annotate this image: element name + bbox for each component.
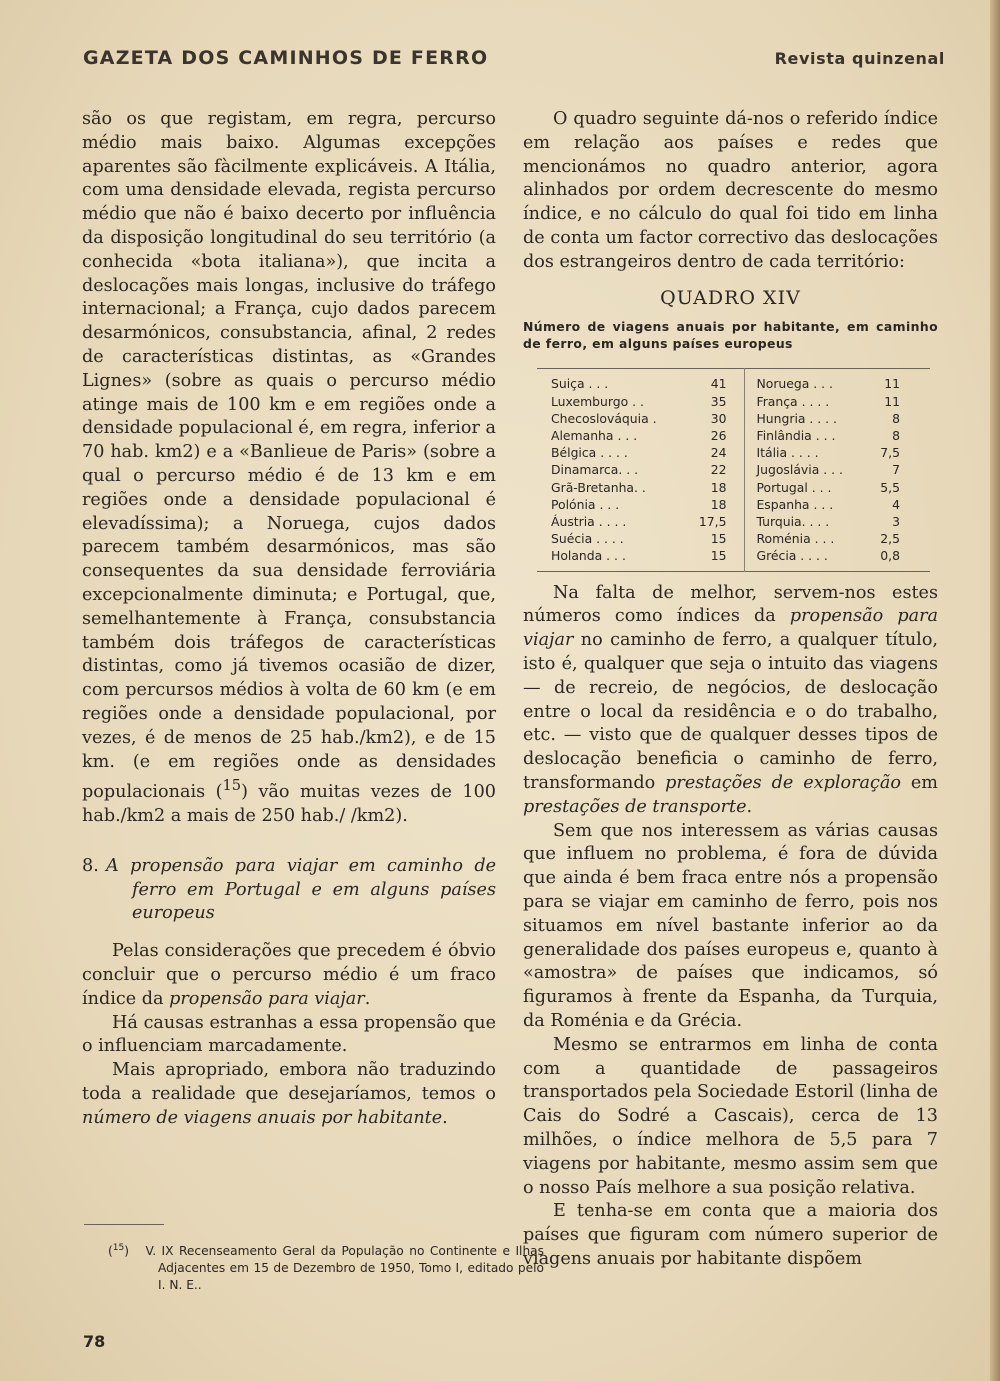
table-row xyxy=(537,393,930,410)
table-caption: Número de viagens anuais por habitante, em caminho de ferro, em alguns países europeus xyxy=(523,319,938,352)
table-title: QUADRO XIV xyxy=(660,286,801,309)
value-cell: 35 xyxy=(710,393,727,409)
page-number: 78 xyxy=(83,1332,106,1351)
country-cell: Noruega . . . xyxy=(756,376,833,392)
table-row xyxy=(537,427,930,444)
value-cell: 15 xyxy=(710,548,727,564)
country-cell: Alemanha . . . xyxy=(551,427,638,443)
value-cell: 17,5 xyxy=(698,514,727,529)
value-cell: 26 xyxy=(710,427,727,443)
country-cell: Bélgica . . . . xyxy=(551,445,628,461)
table-row xyxy=(537,547,930,571)
right-column xyxy=(523,108,938,1272)
country-cell: Hungria . . . . xyxy=(756,410,837,426)
paragraph: Sem que nos interessem as várias causas que influem no problema, é fora de dúvida que ainda é bem fraca entre nós a propensão para se viajar em caminho de ferro, pois nos situamos em nível bastante inferior ao da generalidade dos países europeus e, quanto à «amostra» de países que indicamos, só figuramos à frente da Espanha, da Turquia, da Roménia e da Grécia. xyxy=(523,820,938,1031)
table-row xyxy=(537,444,930,461)
paragraph: Mesmo se entrarmos em linha de conta com a quantidade de passageiros transportados pela Sociedade Estoril (linha de Cais do Sodré a Cascais), cerca de 13 milhões, o índice melhora de 5,5 para 7 viagens por habitante, mesmo assim sem que o nosso País melhore a sua posição relativa. xyxy=(523,1034,938,1198)
value-cell: 15 xyxy=(710,531,727,547)
publication-title: GAZETA DOS CAMINHOS DE FERRO xyxy=(83,47,489,69)
value-cell: 24 xyxy=(710,445,727,461)
table-row xyxy=(537,410,930,427)
value-cell: 3 xyxy=(892,514,900,529)
value-cell: 5,5 xyxy=(880,479,900,495)
value-cell: 18 xyxy=(710,479,727,495)
country-cell: Luxemburgo . . xyxy=(551,393,644,409)
footnote-ref: 15 xyxy=(222,777,242,795)
country-cell: Itália . . . . xyxy=(756,445,819,461)
paragraph: Na falta de melhor, servem-nos estes números como índices da propensão para viajar no caminho de ferro, a qualquer título, isto é, qualquer que seja o intuito das viagens — de recreio, de negócios, de deslocação entre o local da residência e o do trabalho, etc. — visto que de qualquer desses tipos de deslocação beneficia o caminho de ferro, transformando prestações de exploração em prestações de transporte. xyxy=(523,582,939,817)
country-cell: Finlândia . . . xyxy=(756,427,836,443)
country-cell: Grã-Bretanha. . xyxy=(551,479,646,495)
paragraph: Mais apropriado, embora não traduzindo toda a realidade que desejaríamos, temos o número de viagens anuais por habitante. xyxy=(82,1060,496,1128)
country-cell: Portugal . . . xyxy=(756,479,832,495)
value-cell: 22 xyxy=(710,462,727,478)
paragraph: Há causas estranhas a essa propensão que o influenciam marcadamente. xyxy=(82,1012,496,1057)
value-cell: 2,5 xyxy=(880,531,900,547)
value-cell: 30 xyxy=(710,410,727,426)
value-cell: 41 xyxy=(710,376,727,392)
country-cell: Suiça . . . xyxy=(551,376,609,392)
page-spine-shadow xyxy=(990,0,1000,1381)
country-cell: Dinamarca. . . xyxy=(551,462,639,478)
table-row xyxy=(537,479,930,496)
table-row xyxy=(537,530,930,547)
country-cell: Grécia . . . . xyxy=(756,548,828,564)
country-cell: Roménia . . . xyxy=(756,531,835,547)
footnote-divider xyxy=(84,1224,164,1225)
left-column xyxy=(82,108,496,1131)
section-number: 8. xyxy=(82,855,99,876)
country-cell: Checoslováquia . xyxy=(551,410,657,426)
country-cell: Turquia. . . . xyxy=(756,514,830,529)
value-cell: 7 xyxy=(892,462,900,478)
country-cell: França . . . . xyxy=(756,393,830,409)
value-cell: 7,5 xyxy=(880,445,900,461)
value-cell: 11 xyxy=(884,393,900,409)
country-cell: Jugoslávia . . . xyxy=(756,462,843,478)
paragraph: são os que registam, em regra, percurso médio mais baixo. Algumas excepções aparentes são fàcilmente explicáveis. A Itália, com uma densidade elevada, regista percurso médio que não é baixo decerto por influência da disposição longitudinal do seu território (a conhecida «bota italiana»), que incita a deslocações mais longas, inclusive do tráfego internacional; a França, cujo dados parecem desarmónicos, consubstancia, afinal, 2 redes de características distintas, as «Grandes Lignes» (sobre as quais o percurso médio atinge mais de 100 km e em regiões onde a densidade populacional é, em regra, inferior a 70 hab. km2) e a «Banlieue de Paris» (sobre a qual o percurso médio é de 13 km e em regiões onde a densidade populacional é elevadíssima); a Noruega, cujos dados parecem também desarmónicos, mas são consequentes da sua densidade ferroviária excepcionalmente diminuta; e Portugal, que, semelhantemente à França, consubstancia também dois tráfegos de características distintas, como já tivemos ocasião de dizer, com percursos médios à volta de 60 km (e em regiões onde a densidade populacional, por vezes, é de menos de 25 hab./km2), e de 15 km. (e em regiões onde as densidades populacionais ($^{15}$) vão muitas vezes de 100 hab./km2 a mais de 250 hab./ /km2). xyxy=(82,109,496,826)
table-row xyxy=(537,369,930,393)
paragraph: E tenha-se em conta que a maioria dos países que figuram com número superior de viagens anuais por habitante dispõem xyxy=(523,1201,938,1269)
value-cell: 18 xyxy=(710,496,727,512)
country-cell: Polónia . . . xyxy=(551,496,620,512)
section-title: A propensão para viajar em caminho de ferro em Portugal e em alguns países europeus xyxy=(106,855,496,924)
table-row xyxy=(537,513,930,530)
country-cell: Áustria . . . . xyxy=(551,514,627,529)
table-row xyxy=(537,496,930,513)
paragraph: O quadro seguinte dá-nos o referido índice em relação aos países e redes que mencionámos no quadro anterior, agora alinhados por ordem decrescente do mesmo índice, e no cálculo do qual foi tido em linha de conta um factor correctivo das deslocações dos estrangeiros dentro de cada território: xyxy=(523,109,938,272)
table-row xyxy=(537,461,930,478)
value-cell: 11 xyxy=(884,376,900,392)
country-cell: Suécia . . . . xyxy=(551,531,624,547)
value-cell: 0,8 xyxy=(880,548,900,564)
value-cell: 8 xyxy=(892,410,900,426)
paragraph: Pelas considerações que precedem é óbvio concluir que o percurso médio é um fraco índice da propensão para viajar. xyxy=(82,941,496,1009)
footnote: ($^{15}$) V. IX Recenseamento Geral da População no Continente e Ilhas Adjacentes em 15 de Dezembro de 1950, Tomo I, editado pelo I. N. E.. xyxy=(108,1243,544,1293)
country-cell: Holanda . . . xyxy=(551,548,626,564)
trips-per-inhabitant-table xyxy=(537,368,930,571)
publication-subtitle: Revista quinzenal xyxy=(774,49,945,68)
value-cell: 4 xyxy=(892,496,900,512)
section-heading xyxy=(82,855,496,926)
country-cell: Espanha . . . xyxy=(756,496,834,512)
value-cell: 8 xyxy=(892,427,900,443)
